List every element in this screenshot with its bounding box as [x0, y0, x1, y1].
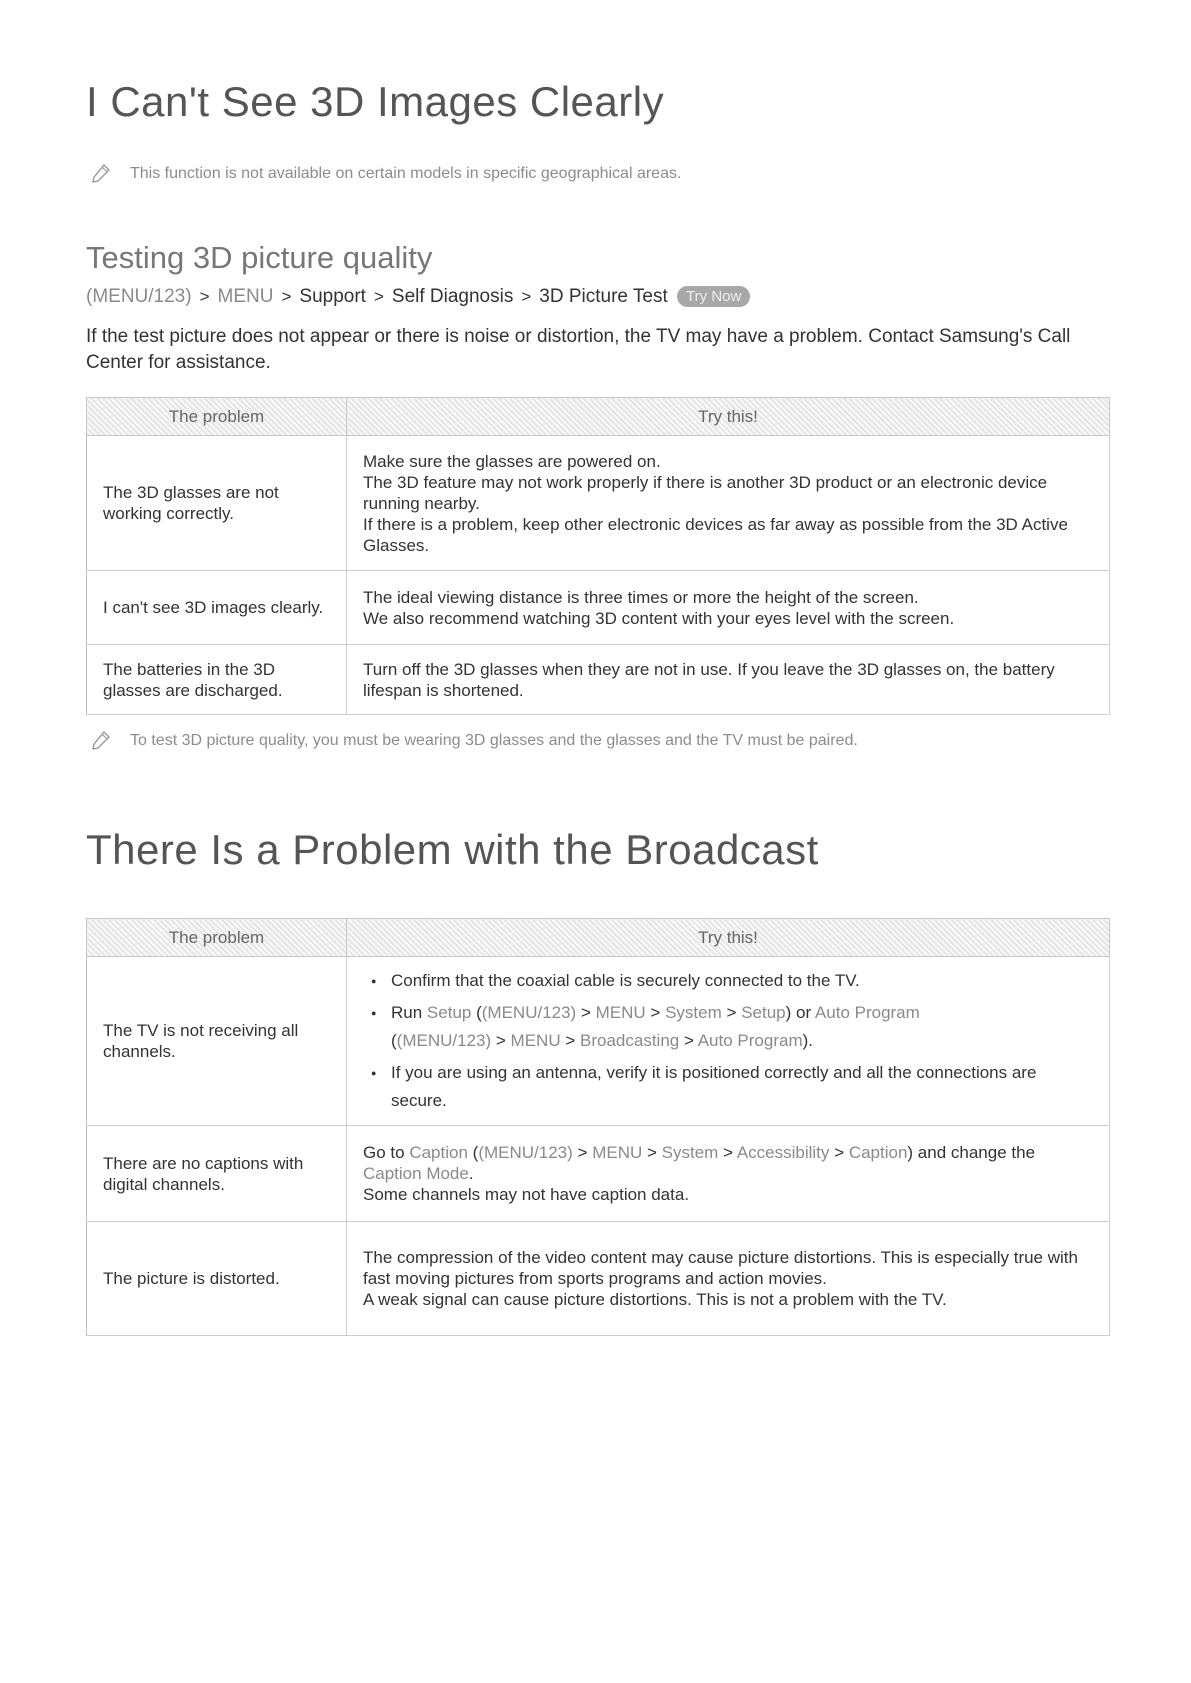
menu-item-setup: Setup [426, 1003, 472, 1022]
problem-cell: There are no captions with digital channels. [87, 1126, 347, 1222]
text: ( [471, 1003, 482, 1022]
path-self-diagnosis: Self Diagnosis [391, 286, 514, 307]
intro-paragraph: If the test picture does not appear or there is noise or distortion, the TV may have a problem. Contact Samsung's Call Center for assistance. [86, 326, 1071, 373]
path-menu-123: (MENU/123) [86, 286, 192, 307]
chevron-right-icon: > [683, 1031, 694, 1050]
text: ). [802, 1031, 813, 1050]
solution-list [363, 967, 1093, 1115]
solution-cell [347, 436, 1110, 571]
header-try-this: Try this! [347, 398, 1110, 436]
solution-line: If there is a problem, keep other electronic devices as far away as possible from the 3D Active Glasses. [363, 514, 1068, 555]
pencil-icon [90, 730, 112, 752]
table-row [87, 571, 1110, 645]
note-text: This function is not available on certain models in specific geographical areas. [130, 165, 682, 182]
table-row [87, 645, 1110, 715]
solution-line: A weak signal can cause picture distortions. This is not a problem with the TV. [363, 1290, 947, 1309]
menu-item: Caption [848, 1143, 908, 1162]
text: Run [391, 1003, 427, 1022]
solution-line: Some channels may not have caption data. [363, 1185, 690, 1204]
chevron-right-icon: > [521, 287, 532, 306]
solution-cell [347, 645, 1110, 715]
pencil-icon [90, 163, 112, 185]
note-text: To test 3D picture quality, you must be wearing 3D glasses and the glasses and the TV must be paired. [130, 732, 858, 749]
menu-item: Accessibility [736, 1143, 830, 1162]
menu-item: Auto Program [697, 1031, 803, 1050]
list-item: ● If you are using an antenna, verify it is positioned correctly and all the connections are secure. [363, 1059, 1093, 1115]
header-problem: The problem [87, 919, 347, 957]
menu-item: System [665, 1003, 722, 1022]
troubleshoot-table-3d [86, 397, 1110, 715]
solution-line: The ideal viewing distance is three times or more the height of the screen. [363, 587, 919, 607]
chevron-right-icon: > [565, 1031, 576, 1050]
section-title-broadcast: There Is a Problem with the Broadcast [86, 826, 819, 873]
chevron-right-icon: > [650, 1003, 661, 1022]
chevron-right-icon: > [646, 1143, 657, 1162]
menu-key: MENU [592, 1143, 643, 1162]
menu-item: Broadcasting [580, 1031, 680, 1050]
chevron-right-icon: > [373, 287, 384, 306]
solution-cell [347, 957, 1110, 1126]
solution-cell [347, 571, 1110, 645]
solution-line: Turn off the 3D glasses when they are not in use. If you leave the 3D glasses on, the battery lifespan is shortened. [363, 659, 1055, 700]
table-row [87, 1126, 1110, 1222]
header-problem: The problem [87, 398, 347, 436]
troubleshoot-table-broadcast [86, 918, 1110, 1336]
menu-path [86, 286, 750, 308]
solution-line: The 3D feature may not work properly if there is another 3D product or an electronic device running nearby. [363, 472, 1048, 513]
header-try-this: Try this! [347, 919, 1110, 957]
menu-item: Setup [741, 1003, 786, 1022]
text: ( [467, 1143, 479, 1162]
chevron-right-icon: > [199, 287, 210, 306]
solution-line [363, 1142, 1093, 1184]
note-3d-test [90, 730, 858, 752]
chevron-right-icon: > [580, 1003, 591, 1022]
problem-cell: The TV is not receiving all channels. [87, 957, 347, 1126]
problem-cell: The batteries in the 3D glasses are discharged. [87, 645, 347, 715]
solution-cell [347, 1222, 1110, 1336]
chevron-right-icon: > [723, 1143, 734, 1162]
text: ( [391, 1031, 397, 1050]
menu-item-caption-mode: Caption Mode [363, 1164, 469, 1183]
chevron-right-icon: > [281, 287, 292, 306]
path-menu: MENU [217, 286, 274, 307]
chevron-right-icon: > [495, 1031, 506, 1050]
menu-key: (MENU/123) [481, 1003, 577, 1022]
menu-key: (MENU/123) [396, 1031, 492, 1050]
chevron-right-icon: > [577, 1143, 588, 1162]
section-subtitle: Testing 3D picture quality [86, 240, 433, 275]
menu-item-caption: Caption [409, 1143, 468, 1162]
list-item: ● Confirm that the coaxial cable is securely connected to the TV. [363, 967, 1093, 995]
path-support: Support [299, 286, 366, 307]
chevron-right-icon: > [726, 1003, 737, 1022]
chevron-right-icon: > [834, 1143, 845, 1162]
try-now-button[interactable]: Try Now [677, 286, 750, 307]
table-row [87, 957, 1110, 1126]
menu-key: MENU [595, 1003, 646, 1022]
table-row [87, 1222, 1110, 1336]
list-item [363, 999, 1093, 1055]
problem-cell: I can't see 3D images clearly. [87, 571, 347, 645]
path-3d-picture-test: 3D Picture Test [539, 286, 668, 307]
page-title: I Can't See 3D Images Clearly [86, 78, 665, 125]
note-availability [90, 163, 681, 185]
solution-line: The compression of the video content may cause picture distortions. This is especially true with fast moving pictures from sports programs and action movies. [363, 1248, 1078, 1288]
menu-key: (MENU/123) [478, 1143, 573, 1162]
problem-cell: The 3D glasses are not working correctly. [87, 436, 347, 571]
menu-item-auto-program: Auto Program [814, 1003, 920, 1022]
table-row [87, 436, 1110, 571]
solution-cell [347, 1126, 1110, 1222]
text: . [468, 1164, 474, 1183]
solution-line: We also recommend watching 3D content with your eyes level with the screen. [363, 608, 955, 628]
text: ) and change the [907, 1143, 1036, 1162]
problem-cell: The picture is distorted. [87, 1222, 347, 1336]
text: Go to [363, 1143, 410, 1162]
text: ) or [785, 1003, 815, 1022]
solution-line: Make sure the glasses are powered on. [363, 451, 661, 471]
menu-item: System [661, 1143, 719, 1162]
menu-key: MENU [510, 1031, 561, 1050]
